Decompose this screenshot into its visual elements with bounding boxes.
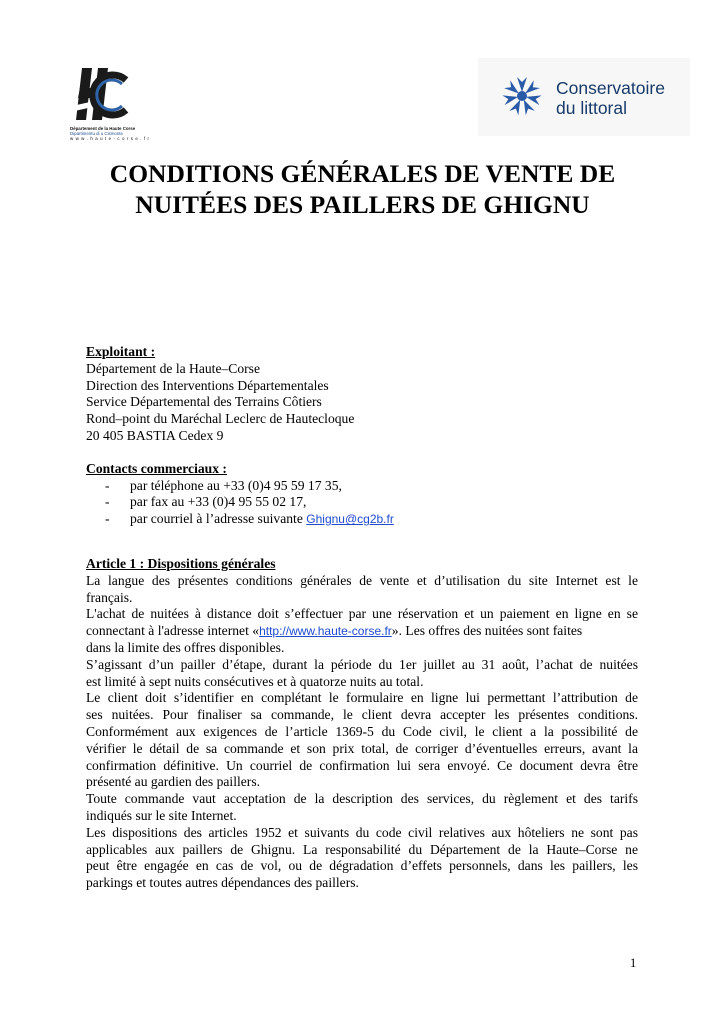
paragraph-line: parkings et toutes autres dépendances des paillers.	[86, 875, 359, 891]
paragraph-line: S’agissant d’un pailler d’étape, durant la période du 1er juillet au 31 août, l’achat de nuitées	[86, 656, 638, 672]
paragraph-line: applicables aux paillers de Ghignu. La responsabilité du Département de la Haute–Corse ne	[86, 841, 638, 857]
conservatoire-name-line1: Conservatoire	[556, 78, 665, 98]
paragraph-line: confirmation définitive. Un courriel de confirmation lui sera envoyé. Ce document devra être	[86, 757, 638, 773]
title-line-1: CONDITIONS GÉNÉRALES DE VENTE DE	[109, 159, 616, 188]
flower-icon	[500, 74, 544, 118]
conservatoire-logo	[478, 58, 690, 136]
conservatoire-name-line2: du littoral	[556, 98, 628, 118]
paragraph-line: français.	[86, 589, 133, 605]
paragraph-line: L'achat de nuitées à distance doit s’effectuer par une réservation et un paiement en ligne en se	[86, 606, 638, 622]
address-line: Rond–point du Maréchal Leclerc de Hautecloque	[86, 411, 355, 427]
article1-text	[86, 573, 638, 892]
page-number: 1	[630, 956, 637, 970]
paragraph-line: La langue des présentes conditions générales de vente et d’utilisation du site Internet est le	[86, 572, 638, 588]
paragraph-line: Toute commande vaut acceptation de la description des services, du règlement et des tarifs	[86, 791, 638, 807]
paragraph-line: présenté au gardien des paillers.	[86, 774, 261, 790]
paragraph-line: ses nuitées. Pour finaliser sa commande, le client devra accepter les présentes conditions.	[86, 707, 638, 723]
list-item: - par courriel à l’adresse suivante Ghignu@cg2b.fr	[105, 511, 394, 527]
haute-corse-logo	[68, 64, 148, 146]
paragraph-line: dans la limite des offres disponibles.	[86, 639, 285, 655]
address-line: Direction des Interventions Départementales	[86, 377, 329, 393]
logo-caption-website: w w w . h a u t e - c o r s e . f r	[70, 136, 150, 141]
document-body	[86, 344, 638, 892]
address-line: Département de la Haute–Corse	[86, 360, 261, 376]
paragraph-line: Les dispositions des articles 1952 et suivants du code civil relatives aux hôteliers ne sont pas	[86, 824, 638, 840]
article1-heading: Article 1 : Dispositions générales	[86, 555, 276, 571]
logo-caption-corsican: Dipartimentu di u Cismonte	[70, 131, 123, 136]
exploitant-heading: Exploitant :	[86, 344, 156, 359]
paragraph-line: Le client doit s’identifier en complétant le formulaire en ligne lui permettant l’attribution de	[86, 690, 638, 706]
paragraph-line: peut être engagée en cas de vol, ou de dégradation d’effets personnels, dans les paillers, les	[86, 858, 638, 874]
contacts-list	[86, 478, 638, 528]
haute-corse-emblem-icon	[68, 64, 130, 124]
exploitant-address	[86, 361, 638, 445]
paragraph-line: connectant à l'adresse internet «http://www.haute-corse.fr». Les offres des nuitées sont faites	[86, 623, 583, 639]
paragraph-line: Conformément aux exigences de l’article 1369-5 du Code civil, le client a la possibilité de	[86, 723, 638, 739]
document-title	[60, 158, 665, 220]
website-link[interactable]: http://www.haute-corse.fr	[259, 624, 392, 639]
title-line-2: NUITÉES DES PAILLERS DE GHIGNU	[135, 190, 590, 219]
paragraph-line: vérifier le détail de sa commande et son prix total, de corriger d’éventuelles erreurs, avant la	[86, 740, 638, 756]
list-item: - par téléphone au +33 (0)4 95 59 17 35,	[105, 477, 342, 493]
list-item: - par fax au +33 (0)4 95 55 02 17,	[105, 494, 307, 510]
address-line: 20 405 BASTIA Cedex 9	[86, 427, 224, 443]
paragraph-line: est limité à sept nuits consécutives et à quatorze nuits au total.	[86, 673, 424, 689]
paragraph-line: indiqués sur le site Internet.	[86, 807, 237, 823]
contact-email-link[interactable]: Ghignu@cg2b.fr	[306, 512, 394, 527]
address-line: Service Départemental des Terrains Côtiers	[86, 394, 322, 410]
contacts-heading: Contacts commerciaux :	[86, 460, 227, 476]
logo-caption-department: Département de la Haute Corse	[70, 126, 136, 131]
